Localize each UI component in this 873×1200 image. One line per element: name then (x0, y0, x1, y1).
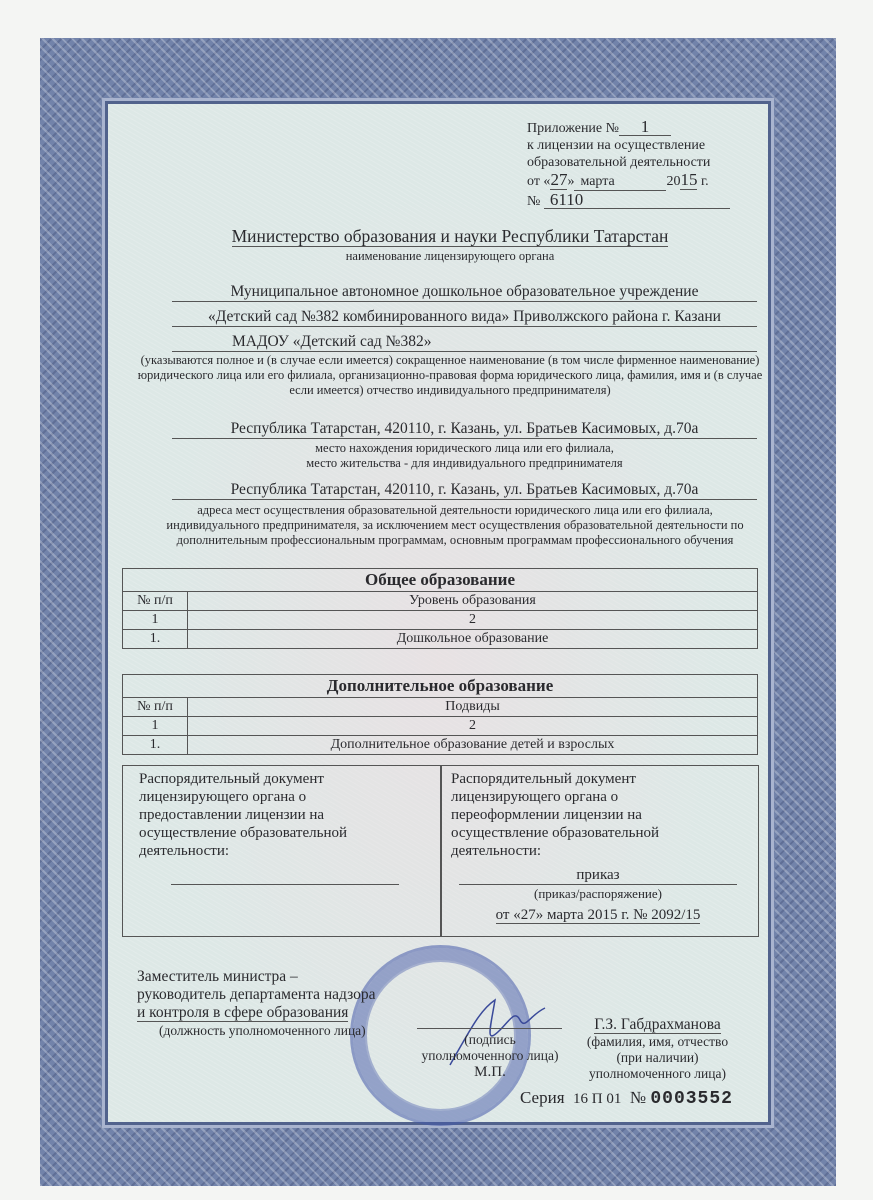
date-mid: » (567, 174, 575, 189)
org-line2: «Детский сад №382 комбинированного вида» Приволжского района г. Казани (172, 308, 757, 327)
signature-caption: (подпись уполномоченного лица) М.П. (410, 1032, 570, 1080)
appendix-label: Приложение № (527, 121, 619, 136)
signatory-position: Заместитель министра – руководитель департамента надзора и контроля в сфере образования (должность уполномоченного лица) (137, 968, 376, 1038)
table-row: 1. Дополнительное образование детей и взрослых (123, 736, 758, 755)
appendix-line2: к лицензии на осуществление (527, 138, 706, 153)
org-line1: Муниципальное автономное дошкольное образовательное учреждение (172, 283, 757, 302)
date-prefix: от « (527, 174, 551, 189)
seal-label: М.П. (474, 1064, 506, 1080)
index-cell: 1 (123, 611, 188, 630)
reissue-document-box (440, 765, 759, 937)
date-day: 27 (550, 170, 568, 189)
appendix-block (527, 118, 742, 210)
appendix-number: 1 (619, 118, 671, 136)
table-row: 1. Дошкольное образование (123, 630, 758, 649)
date-month: марта (580, 174, 615, 189)
authority-caption: наименование лицензирующего органа (345, 249, 555, 263)
col-header-subtypes: Подвиды (188, 698, 758, 717)
org-caption: (указываются полное и (в случае если имеется) сокращенное наименование (в том числе фирменное наименование) юридического лица или его филиала, организационно-правовая форма юридического лица, фамилия, имя и (в случае если имеется) отчество индивидуального предпринимателя) (137, 353, 763, 397)
serial-number: Серия 16 П 01 № 0003552 (520, 1088, 733, 1109)
general-education-table (122, 568, 758, 649)
col-header-number: № п/п (123, 592, 188, 611)
signatory-name-block: Г.З. Габдрахманова (фамилия, имя, отчество (при наличии) уполномоченного лица) (586, 1016, 729, 1081)
table-title: Общее образование (123, 569, 758, 592)
grant-document-box (122, 765, 442, 937)
grant-document-blank (171, 884, 399, 885)
index-cell: 2 (188, 717, 758, 736)
signatory-name: Г.З. Габдрахманова (594, 1016, 721, 1033)
org-short-name: МАДОУ «Детский сад №382» (172, 333, 757, 352)
year-end: г. (700, 174, 709, 189)
activity-address-caption: адреса мест осуществления образовательной деятельности юридического лица или его филиала, индивидуального предпринимателя, за исключением мест осуществления образовательной деятельности по дополнительным профессиональным программам, основным программам профессионального обучения (166, 503, 744, 547)
col-header-number: № п/п (123, 698, 188, 717)
signature-line (417, 1028, 562, 1029)
appendix-line3: образовательной деятельности (527, 155, 711, 170)
activity-address: Республика Татарстан, 420110, г. Казань, ул. Братьев Касимовых, д.70а (172, 481, 757, 500)
col-header-level: Уровень образования (188, 592, 758, 611)
reissue-document-details: от «27» марта 2015 г. № 2092/15 (495, 907, 701, 923)
table-title: Дополнительное образование (123, 675, 758, 698)
reissue-document-type: приказ (459, 866, 737, 885)
location-caption: место нахождения юридического лица или его филиала, место жительства - для индивидуального предпринимателя (306, 441, 623, 470)
num-label: № (527, 194, 541, 209)
year-prefix: 20 (666, 174, 681, 189)
index-cell: 1 (123, 717, 188, 736)
year-suffix: 15 (680, 170, 698, 189)
reissue-document-text: Распорядительный документ лицензирующего органа о переоформлении лицензии на осуществление образовательной деятельности: (451, 771, 659, 859)
additional-education-table (122, 674, 758, 755)
grant-document-text: Распорядительный документ лицензирующего органа о предоставлении лицензии на осуществление образовательной деятельности: (139, 771, 347, 859)
authority-name: Министерство образования и науки Республики Татарстан (231, 226, 669, 246)
license-number: 6110 (544, 191, 730, 209)
index-cell: 2 (188, 611, 758, 630)
reissue-type-caption: (приказ/распоряжение) (534, 886, 662, 901)
location-address: Республика Татарстан, 420110, г. Казань, ул. Братьев Касимовых, д.70а (172, 420, 757, 439)
